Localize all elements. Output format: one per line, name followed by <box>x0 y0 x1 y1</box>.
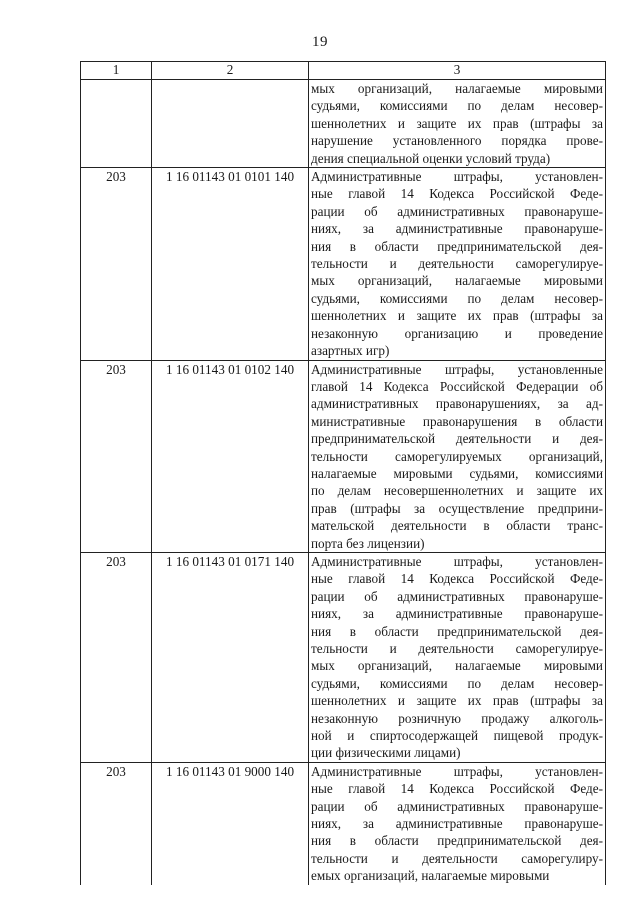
income-description-cell <box>309 80 606 168</box>
budget-code-cell <box>152 80 309 168</box>
description-line: тельности и деятельности саморегулиру- <box>311 850 603 866</box>
description-line: ния в области предпринимательской дея- <box>311 833 603 849</box>
description-line: рации об административных правонаруше- <box>311 203 603 219</box>
admin-code-cell: 203 <box>81 360 152 552</box>
column-number-1: 1 <box>81 62 152 80</box>
budget-code-cell: 1 16 01143 01 0101 140 <box>152 168 309 360</box>
description-line: Административные штрафы, установлен- <box>311 169 603 185</box>
description-line: судьями, комиссиями по делам несовер- <box>311 675 603 691</box>
description-line: судьями, комиссиями по делам несовер- <box>311 290 603 306</box>
description-line: ции физическими лицами) <box>311 745 461 761</box>
admin-code-cell <box>81 80 152 168</box>
description-line: ниях, за административные правонаруше- <box>311 606 603 622</box>
description-line: мых организаций, налагаемые мировыми <box>311 273 603 289</box>
description-line: ниях, за административные правонаруше- <box>311 816 603 832</box>
budget-code-cell: 1 16 01143 01 0171 140 <box>152 552 309 762</box>
description-line: Административные штрафы, установлен- <box>311 553 603 569</box>
description-line: мых организаций, налагаемые мировыми <box>311 81 603 96</box>
admin-code-cell: 203 <box>81 168 152 360</box>
income-description-cell <box>309 168 606 360</box>
admin-code-cell: 203 <box>81 762 152 884</box>
budget-code-cell: 1 16 01143 01 0102 140 <box>152 360 309 552</box>
budget-code-cell: 1 16 01143 01 9000 140 <box>152 762 309 884</box>
description-line: по делам несовершеннолетних и защите их <box>311 483 603 499</box>
description-line: ния в области предпринимательской дея- <box>311 623 603 639</box>
table-row <box>81 360 606 552</box>
description-line: ные главой 14 Кодекса Российской Феде- <box>311 781 603 797</box>
description-line: порта без лицензии) <box>311 535 425 551</box>
table-row <box>81 762 606 884</box>
description-line: незаконную организацию и проведение <box>311 325 603 341</box>
description-line: административных правонарушениях, за ад- <box>311 396 603 412</box>
description-line: емых организаций, налагаемые мировыми <box>311 868 550 884</box>
description-line: министративные правонарушения в области <box>311 413 603 429</box>
description-line: ной и спиртосодержащей пищевой продук- <box>311 728 603 744</box>
description-line: судьями, комиссиями по делам несовер- <box>311 98 603 114</box>
column-number-3: 3 <box>309 62 606 80</box>
description-line: Административные штрафы, установленные <box>311 361 603 377</box>
description-line: ные главой 14 Кодекса Российской Феде- <box>311 186 603 202</box>
description-line: шеннолетних и защите их прав (штрафы за <box>311 693 603 709</box>
description-line: рации об административных правонаруше- <box>311 588 603 604</box>
description-line: незаконную розничную продажу алкоголь- <box>311 710 603 726</box>
page-number: 19 <box>312 34 328 50</box>
description-line: азартных игр) <box>311 343 390 359</box>
income-description-cell <box>309 762 606 884</box>
description-line: шеннолетних и защите их прав (штрафы за <box>311 308 603 324</box>
table-header-row <box>81 62 606 80</box>
description-line: рации об административных правонаруше- <box>311 798 603 814</box>
budget-classification-table <box>80 61 606 885</box>
description-line: мательской деятельности в области транс- <box>311 518 603 534</box>
table-row <box>81 80 606 168</box>
description-line: нарушение установленного порядка прове- <box>311 133 603 149</box>
description-line: ниях, за административные правонаруше- <box>311 221 603 237</box>
description-line: ные главой 14 Кодекса Российской Феде- <box>311 571 603 587</box>
table-row <box>81 552 606 762</box>
admin-code-cell: 203 <box>81 552 152 762</box>
description-line: главой 14 Кодекса Российской Федерации об <box>311 378 603 394</box>
column-number-2: 2 <box>152 62 309 80</box>
table-row <box>81 168 606 360</box>
description-line: мых организаций, налагаемые мировыми <box>311 658 603 674</box>
description-line: тельности и деятельности саморегулируе- <box>311 641 603 656</box>
income-description-cell <box>309 360 606 552</box>
description-line: предпринимательской деятельности и дея- <box>311 431 603 447</box>
description-line: дения специальной оценки условий труда) <box>311 150 551 166</box>
description-line: ния в области предпринимательской дея- <box>311 238 603 254</box>
description-line: тельности и деятельности саморегулируе- <box>311 256 603 272</box>
description-line: тельности саморегулируемых организаций, <box>311 448 603 464</box>
description-line: прав (штрафы за осуществление предприни- <box>311 500 603 516</box>
income-description-cell <box>309 552 606 762</box>
description-line: шеннолетних и защите их прав (штрафы за <box>311 115 603 131</box>
description-line: Административные штрафы, установлен- <box>311 763 603 779</box>
description-line: налагаемые мировыми судьями, комиссиями <box>311 465 603 481</box>
